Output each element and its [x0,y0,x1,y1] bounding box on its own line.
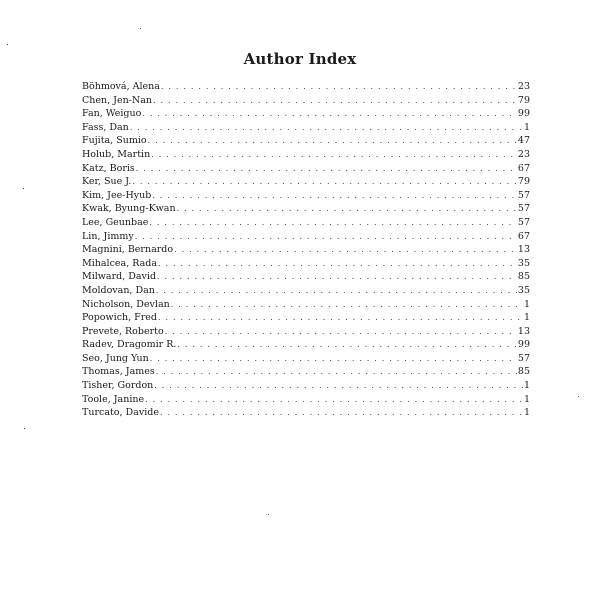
index-entry [82,94,530,108]
author-name: Lin, Jimmy [82,230,134,242]
index-entry [82,393,530,407]
author-name: Katz, Boris [82,162,135,174]
dot-leader [157,270,517,284]
dot-leader [152,189,517,203]
page-number: 23 [517,148,530,160]
dot-leader [160,406,523,420]
author-name: Moldovan, Dan [82,284,155,296]
scan-speck [7,44,8,45]
index-entry [82,325,530,339]
index-entry [82,406,530,420]
dot-leader [177,338,516,352]
dot-leader [158,311,523,325]
page-number: 85 [517,366,530,378]
page-title: Author Index [243,50,357,69]
page-number: 99 [517,108,530,120]
author-name: Kim, Jee-Hyub [82,189,152,201]
author-name: Ker, Sue J. [82,176,132,188]
page-number: 57 [517,189,530,201]
page-number: 35 [517,284,530,296]
index-entry [82,338,530,352]
index-entry [82,175,530,189]
index-entry [82,379,530,393]
page-number: 1 [523,312,530,324]
page-number: 57 [517,216,530,228]
page-number: 1 [523,298,530,310]
dot-leader [153,94,517,108]
page-number: 35 [517,257,530,269]
index-entry [82,365,530,379]
dot-leader [142,107,517,121]
index-entry [82,311,530,325]
index-entry [82,257,530,271]
index-entry [82,148,530,162]
dot-leader [156,284,517,298]
dot-leader [151,148,517,162]
dot-leader [161,80,517,94]
index-entry [82,162,530,176]
author-name: Chen, Jen-Nan [82,94,153,106]
dot-leader [174,243,517,257]
page-number: 57 [517,352,530,364]
index-entry [82,298,530,312]
dot-leader [171,298,523,312]
author-name: Tisher, Gordon [82,380,154,392]
index-entry [82,134,530,148]
dot-leader [130,121,523,135]
page-number: 1 [523,407,530,419]
author-name: Toole, Janine [82,393,145,405]
author-name: Nicholson, Devlan [82,298,170,310]
page-number: 85 [517,271,530,283]
dot-leader [165,325,517,339]
author-name: Böhmová, Alena [82,81,160,92]
dot-leader [132,175,517,189]
dot-leader [136,162,517,176]
author-name: Thomas, James [82,366,155,378]
author-name: Radev, Dragomir R. [82,339,177,351]
dot-leader [158,257,517,271]
author-name: Seo, Jung Yun [82,352,149,364]
dot-leader [156,365,517,379]
page-number: 47 [517,135,530,147]
dot-leader [145,393,523,407]
author-name: Fujita, Sumio [82,135,147,147]
author-name: Prevete, Roberto [82,325,164,337]
page-number: 79 [517,176,530,188]
scan-speck [24,428,25,429]
page-number: 23 [517,81,530,92]
page-number: 13 [517,325,530,337]
index-entry [82,243,530,257]
dot-leader [149,216,516,230]
index-entry [82,230,530,244]
page-number: 57 [517,203,530,215]
author-name: Magnini, Bernardo [82,244,174,256]
dot-leader [148,134,517,148]
index-entry [82,121,530,135]
dot-leader [177,202,517,216]
index-entry [82,352,530,366]
page-number: 99 [517,339,530,351]
index-entry [82,270,530,284]
page-number: 67 [517,162,530,174]
author-name: Holub, Martin [82,148,151,160]
page-number: 1 [523,380,530,392]
dot-leader [150,352,517,366]
index-entry [82,284,530,298]
page-number: 13 [517,244,530,256]
author-name: Fan, Weiguo [82,108,142,120]
page-number: 79 [517,94,530,106]
index-entry [82,202,530,216]
author-name: Kwak, Byung-Kwan [82,203,176,215]
index-entry [82,80,530,94]
author-name: Lee, Geunbae [82,216,149,228]
author-name: Mihalcea, Rada [82,257,158,269]
dot-leader [135,230,517,244]
page-number: 1 [523,393,530,405]
scan-speck [578,396,579,397]
author-name: Popowich, Fred [82,312,158,324]
author-name: Milward, David [82,271,157,283]
page-number: 67 [517,230,530,242]
scan-speck [23,188,24,189]
index-entry [82,216,530,230]
dot-leader [154,379,523,393]
index-entry [82,189,530,203]
author-index-list [82,80,530,420]
scan-speck [268,514,269,515]
scan-speck [140,28,141,29]
author-name: Fass, Dan [82,121,129,133]
page-number: 1 [523,121,530,133]
index-entry [82,107,530,121]
author-name: Turcato, Davide [82,407,159,419]
